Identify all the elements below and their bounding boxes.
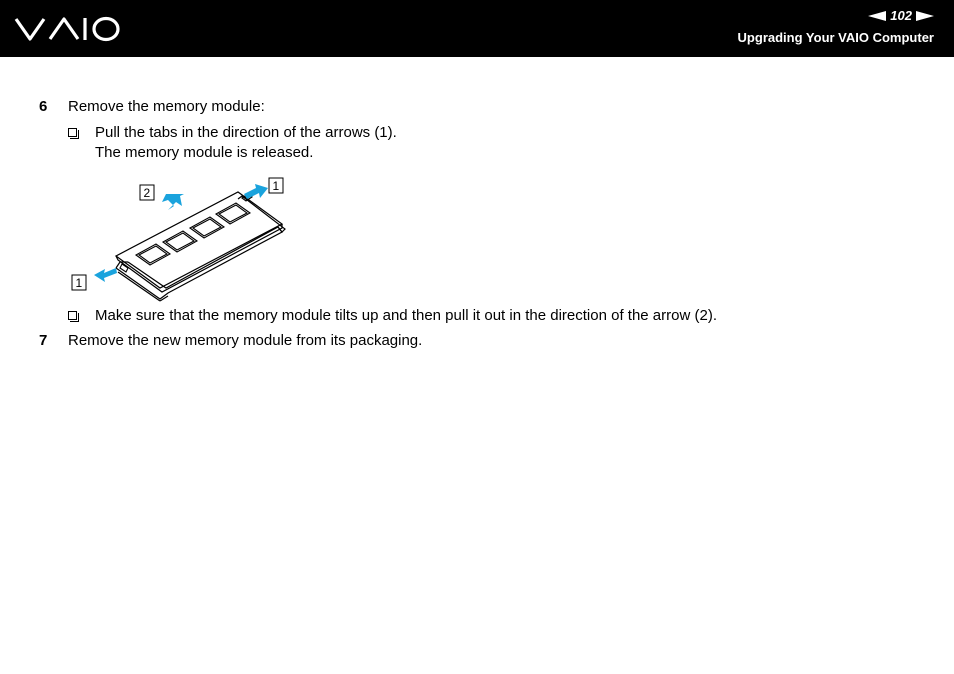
bullet-text — [95, 306, 717, 326]
callout-1-bottom — [72, 275, 86, 290]
svg-text:1: 1 — [272, 179, 280, 193]
section-title: Upgrading Your VAIO Computer — [737, 30, 934, 45]
page-number: 102 — [890, 8, 912, 23]
arrow-tab-bottom-icon — [94, 268, 117, 282]
bullet-line: Make sure that the memory module tilts up and then pull it out in the direction of the arrow (2). — [95, 307, 717, 324]
step-number: 7 — [39, 332, 48, 349]
checkbox-bullet-icon — [68, 311, 77, 320]
next-page-arrow-icon[interactable] — [916, 11, 934, 21]
page-header — [0, 0, 954, 57]
checkbox-bullet-icon — [68, 128, 77, 137]
prev-page-arrow-icon[interactable] — [868, 11, 886, 21]
svg-text:2: 2 — [143, 186, 151, 200]
callout-2 — [140, 185, 154, 200]
step-text: Remove the new memory module from its packaging. — [68, 332, 423, 349]
svg-text:1: 1 — [75, 276, 83, 290]
vaio-logo — [14, 13, 122, 45]
step-number: 6 — [39, 98, 48, 115]
bullet-line: Pull the tabs in the direction of the arrows (1). — [95, 124, 397, 141]
arrow-lift-module-icon — [162, 194, 184, 210]
callout-1-top — [269, 178, 283, 193]
bullet-line: The memory module is released. — [95, 143, 314, 161]
memory-module-illustration — [70, 172, 310, 302]
page-navigation — [868, 8, 934, 24]
step-text: Remove the memory module: — [68, 98, 265, 115]
arrow-tab-top-icon — [244, 184, 268, 199]
bullet-text — [95, 123, 397, 162]
memory-chips — [136, 203, 250, 265]
